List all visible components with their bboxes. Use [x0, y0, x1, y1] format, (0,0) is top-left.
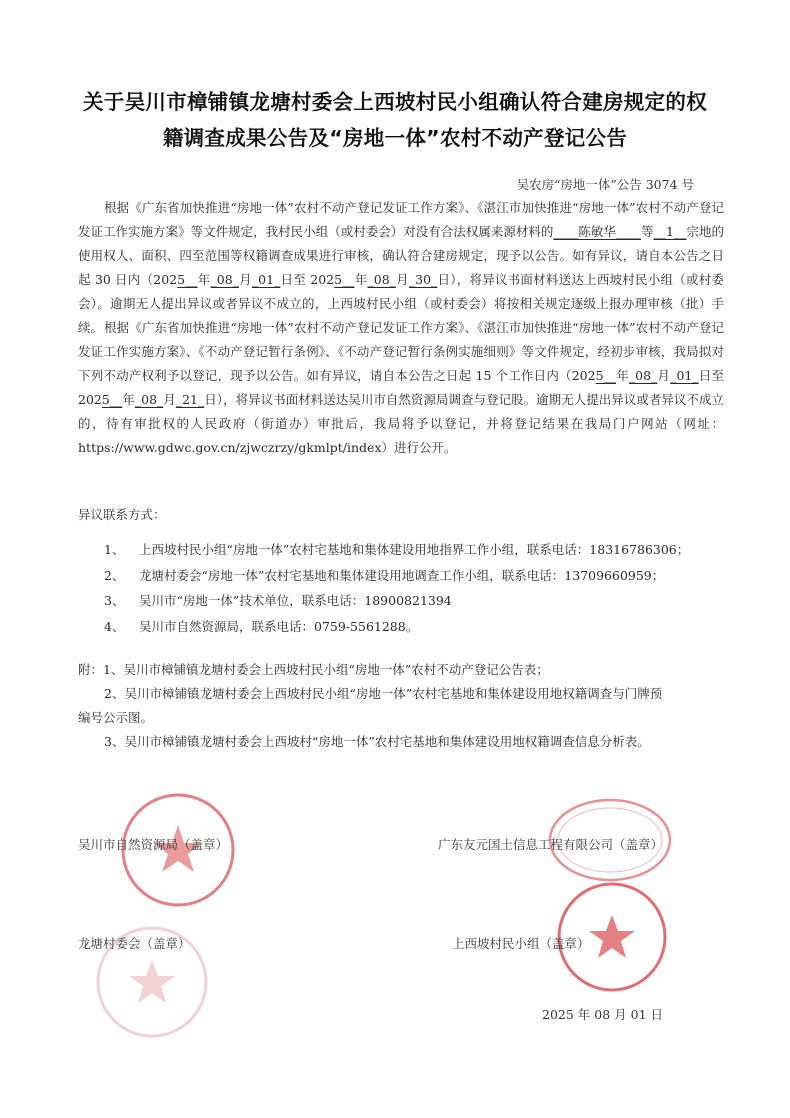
p2-day-2: _21_ [175, 392, 205, 407]
p2-text-f: 月 [163, 392, 176, 407]
p1-year-1: 5__ [177, 272, 198, 287]
p2-text-e: 年 [122, 392, 135, 407]
p2-text-a: 根据《广东省加快推进“房地一体”农村不动产登记发证工作方案》、《湛江市加快推进“房地一体”农村不动产登记发证工作实施方案》、《不动产登记暂行条例》、《不动产登记暂行条例实施细则》等文件规定，经初步审核，我局拟对下列不动产权利予以登记，现予以公告。如有异议，请自本公告之日起 15 个工作日内（202 [78, 320, 724, 383]
p1-year-2: 5__ [334, 272, 355, 287]
signature-village-group: 上西坡村民小组（盖章） [452, 936, 590, 951]
p2-text-g: 日），将异议书面材料送达吴川市自然资源局调查与登记股。逾期无人提出异议或者异议不成立的，待有审批权的人民政府（街道办）审批后，我局将予以登记，并将登记结果在我局门户网站（网址：https://www.gdwc.gov.cn/zjwczrzy/gkmlpt/index）进行公开。 [78, 392, 724, 455]
contact-text: 上西坡村民小组“房地一体”农村宅基地和集体建设用地指界工作小组，联系电话：18316786306； [139, 542, 690, 557]
p2-month-1: _08_ [628, 368, 658, 383]
p1-month-2: _08_ [367, 272, 396, 287]
document-number: 吴农房“房地一体”公告 3074 号 [516, 177, 694, 192]
contact-text: 龙塘村委会“房地一体”农村宅基地和集体建设用地调查工作小组，联系电话：13709660959； [139, 567, 665, 583]
star-icon [129, 960, 175, 1003]
p2-text-b: 年 [616, 368, 629, 383]
p2-day-1: _01_ [670, 368, 699, 383]
star-icon [589, 915, 635, 958]
contact-number: 4、 [104, 618, 125, 634]
attachments [78, 658, 724, 754]
p1-text-b: 等 [640, 224, 654, 239]
p1-name-blank: ____陈敏华____ [553, 224, 641, 239]
p2-year-1: 5__ [595, 368, 617, 383]
p1-text-h: 月 [395, 272, 409, 287]
issue-date: 2025 年 08 月 01 日 [542, 1007, 663, 1022]
p1-text-e: 月 [238, 272, 252, 287]
signature-village-committee: 龙塘村委会（盖章） [78, 936, 191, 951]
contact-item [104, 614, 689, 640]
p1-text-a: 根据《广东省加快推进“房地一体”农村不动产登记发证工作方案》、《湛江市加快推进“房地一体”农村不动产登记发证工作实施方案》等文件规定，我村民小组（或村委会）对没有合法权属来源材料的 [78, 200, 724, 239]
signature-bureau: 吴川市自然资源局（盖章） [78, 837, 229, 852]
attachment-1: 附：1、吴川市樟铺镇龙塘村委会上西坡村民小组“房地一体”农村不动产登记公告表； [78, 662, 549, 677]
contact-text: 吴川市“房地一体”技术单位，联系电话：18900821394 [139, 593, 452, 608]
contact-item [104, 563, 689, 589]
p1-text-c: 宗地的使用权人、面积、四至范围等权籍调查成果进行审核，确认符合建房规定，现予以公告。如有异议，请自本公告之日起 30 日内（202 [78, 224, 724, 287]
p2-year-2: 5__ [101, 392, 123, 407]
attachment-2-line-1: 2、吴川市樟铺镇龙塘村委会上西坡村民小组“房地一体”农村宅基地和集体建设用地权籍调查与门牌预 [104, 686, 663, 701]
p1-text-d: 年 [197, 272, 211, 287]
paragraph-2 [78, 316, 724, 460]
contacts-heading: 异议联系方式： [78, 507, 166, 522]
p2-month-2: _08_ [134, 392, 164, 407]
contact-number: 3、 [104, 593, 125, 608]
p2-text-d: 日至 202 [78, 368, 724, 407]
contact-number: 2、 [104, 567, 125, 583]
contact-number: 1、 [104, 542, 125, 557]
title-line-2: 籍调查成果公告及“房地一体”农村不动产登记公告 [162, 126, 628, 150]
signature-company: 广东友元国土信息工程有限公司（盖章） [438, 837, 664, 852]
contact-item [104, 588, 689, 614]
contact-text: 吴川市自然资源局，联系电话：0759-5561288。 [139, 618, 419, 634]
attachment-2-line-2: 编号公示图。 [78, 710, 154, 725]
contacts-list [104, 537, 689, 639]
title-line-1: 关于吴川市樟铺镇龙塘村委会上西坡村民小组确认符合建房规定的权 [83, 90, 707, 114]
p2-text-c: 月 [657, 368, 671, 383]
p1-day-2: _30_ [408, 272, 438, 287]
contact-item [104, 537, 689, 563]
p1-day-1: _01_ [251, 272, 281, 287]
p1-text-g: 年 [354, 272, 368, 287]
p1-text-i: 日），将异议书面材料送达上西坡村民小组（或村委会）。逾期无人提出异议或者异议不成立的，上西坡村民小组（或村委会）将按相关规定逐级上报办理审核（批）手续。 [78, 272, 724, 335]
p1-month-1: _08_ [210, 272, 239, 287]
attachment-3: 3、吴川市樟铺镇龙塘村委会上西坡村“房地一体”农村宅基地和集体建设用地权籍调查信息分析表。 [104, 734, 650, 749]
p1-text-f: 日至 202 [280, 272, 335, 287]
p1-count-blank: __1__ [653, 224, 687, 239]
